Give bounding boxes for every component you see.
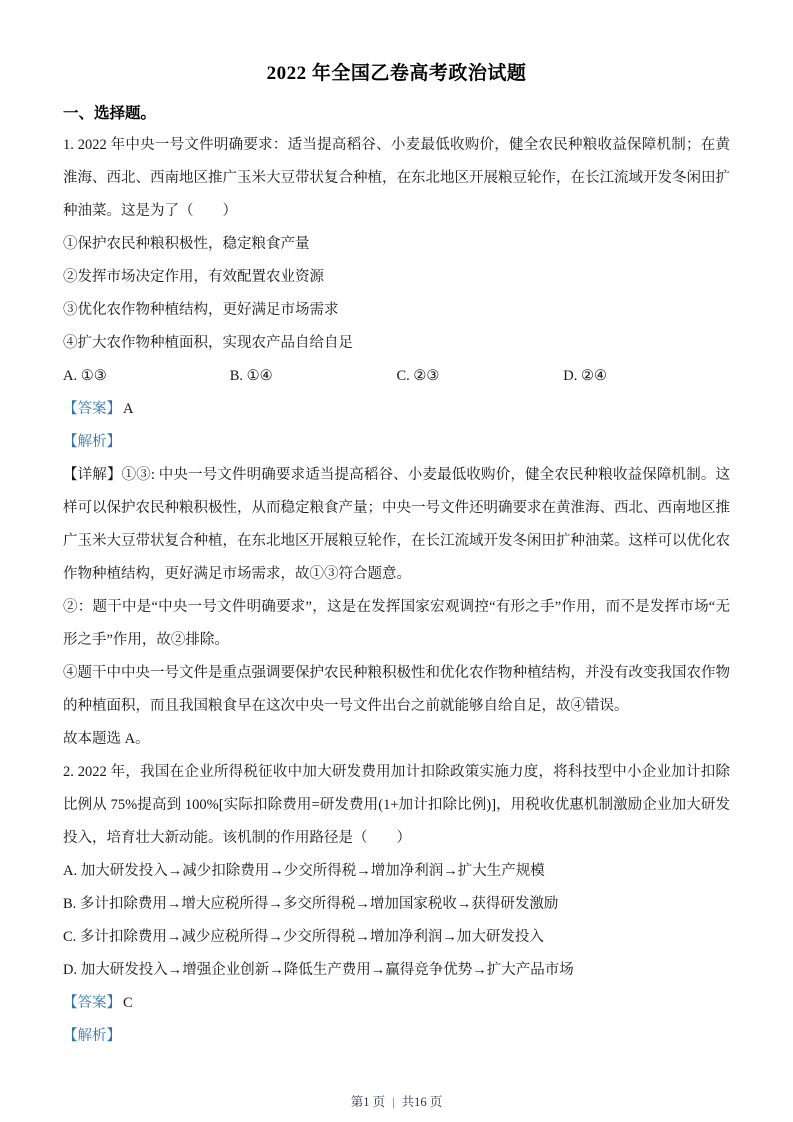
question-2 — [63, 756, 730, 1053]
section-heading: 一、选择题。 — [63, 105, 157, 122]
page-footer — [0, 1092, 793, 1110]
analysis-line — [63, 426, 730, 459]
question-stem: 2. 2022 年，我国在企业所得税征收中加大研发费用加计扣除政策实施力度，将科技型中小企业加计扣除比例从 75%提高到 100%[实际扣除费用=研发费用(1+加计扣除比例)]，用税收优惠机制激励企业加大研发投入，培育壮大新动能。该机制的作用路径是（ ） — [63, 764, 730, 846]
detail-paragraph: ④题干中中央一号文件是重点强调要保护农民种粮积极性和优化农作物种植结构，并没有改变我国农作物的种植面积，而且我国粮食早在这次中央一号文件出台之前就能够自给自足，故④错误。 — [63, 665, 730, 714]
choice-d: D. ②④ — [563, 368, 607, 384]
choice-c: C. 多计扣除费用→减少应税所得→少交所得税→增加净利润→加大研发投入 — [63, 929, 544, 945]
answer-label: 【答案】 — [63, 401, 121, 417]
choice-b: B. 多计扣除费用→增大应税所得→多交所得税→增加国家税收→获得研发激励 — [63, 896, 559, 912]
detail-paragraph: 【详解】①③: 中央一号文件明确要求适当提高稻谷、小麦最低收购价，健全农民种粮收益保障机制。这样可以保护农民种粮积极性，从而稳定粮食产量；中央一号文件还明确要求在黄淮海、西北、西南地区推广玉米大豆带状复合种植，在东北地区开展粮豆轮作，在长江流域开发冬闲田扩种油菜。这样可以优化农作物种植结构，更好满足市场需求，故①③符合题意。 — [63, 467, 730, 582]
numbered-item-4: ④扩大农作物种植面积，实现农产品自给自足 — [63, 335, 353, 351]
analysis-label: 【解析】 — [63, 1028, 121, 1044]
answer-line — [63, 393, 730, 426]
document-content — [63, 58, 730, 1053]
page-title: 2022 年全国乙卷高考政治试题 — [266, 63, 527, 84]
choice-d: D. 加大研发投入→增强企业创新→降低生产费用→赢得竞争优势→扩大产品市场 — [63, 962, 574, 978]
question-1 — [63, 129, 730, 756]
footer-separator: | — [392, 1095, 395, 1109]
choice-b: B. ①④ — [229, 368, 273, 384]
numbered-item-3: ③优化农作物种植结构，更好满足市场需求 — [63, 302, 339, 318]
question-stem: 1. 2022 年中央一号文件明确要求：适当提高稻谷、小麦最低收购价，健全农民种粮收益保障机制；在黄淮海、西北、西南地区推广玉米大豆带状复合种植，在东北地区开展粮豆轮作，在长江流域开发冬闲田扩种油菜。这是为了（ ） — [63, 137, 730, 219]
analysis-line — [63, 1020, 730, 1053]
answer-value: A — [123, 401, 134, 417]
footer-page-number: 第1 页 — [350, 1095, 386, 1109]
numbered-item-2: ②发挥市场决定作用，有效配置农业资源 — [63, 269, 324, 285]
analysis-label: 【解析】 — [63, 434, 121, 450]
choice-a: A. 加大研发投入→减少扣除费用→少交所得税→增加净利润→扩大生产规模 — [63, 863, 545, 879]
detail-paragraph: 故本题选 A。 — [63, 731, 150, 747]
footer-total-pages: 共16 页 — [401, 1095, 443, 1109]
choice-a: A. ①③ — [63, 368, 107, 384]
answer-line — [63, 987, 730, 1020]
answer-value: C — [123, 995, 133, 1011]
detail-paragraph: ②：题干中是“中央一号文件明确要求”，这是在发挥国家宏观调控“有形之手”作用，而不是发挥市场“无形之手”作用，故②排除。 — [63, 599, 730, 648]
choice-c: C. ②③ — [396, 368, 440, 384]
answer-label: 【答案】 — [63, 995, 121, 1011]
choice-row — [63, 360, 730, 393]
numbered-item-1: ①保护农民种粮积极性，稳定粮食产量 — [63, 236, 310, 252]
